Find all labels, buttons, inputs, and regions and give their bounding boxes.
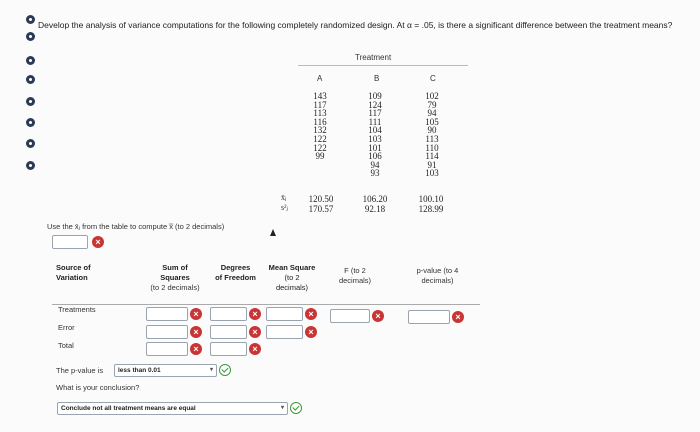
cell-value: 122 — [313, 142, 327, 153]
cell-value: 99 — [315, 151, 325, 162]
cell-value: 104 — [368, 125, 382, 136]
column-a-values — [305, 92, 335, 161]
cursor-icon — [270, 229, 276, 236]
var-row-label: s²ⱼ — [281, 203, 288, 212]
treatment-header: Treatment — [355, 53, 392, 62]
incorrect-icon: × — [249, 343, 261, 355]
incorrect-icon: × — [372, 310, 384, 322]
nav-bullet-5[interactable] — [26, 97, 35, 106]
f-input[interactable] — [330, 309, 370, 323]
correct-icon — [219, 364, 231, 376]
conclusion-select[interactable] — [57, 402, 288, 415]
row-label-error: Error — [58, 323, 75, 332]
p-header: p-value (to 4 decimals) — [416, 266, 459, 285]
cell-value: 103 — [368, 133, 382, 144]
cell-value: 116 — [313, 116, 327, 127]
column-b-values — [360, 92, 390, 178]
column-header-b: B — [374, 74, 380, 83]
cell-value: 113 — [313, 108, 327, 119]
cell-value: 114 — [425, 151, 439, 162]
column-header-c: C — [430, 74, 436, 83]
column-c-values — [417, 92, 447, 178]
conclusion-select-value: Conclude not all treatment means are equal — [61, 405, 196, 412]
ms-header: Mean Square (to 2 decimals) — [268, 263, 316, 292]
grand-mean-input[interactable] — [52, 235, 88, 249]
incorrect-icon: × — [249, 308, 261, 320]
nav-bullet-1[interactable] — [26, 15, 35, 24]
ss-total-input[interactable] — [146, 342, 188, 356]
cell-value: 105 — [425, 116, 439, 127]
var-b: 92.18 — [364, 204, 386, 214]
df-total-input[interactable] — [210, 342, 247, 356]
cell-value: 111 — [368, 116, 382, 127]
incorrect-icon: × — [452, 311, 464, 323]
nav-bullet-8[interactable] — [26, 161, 35, 170]
cell-value: 122 — [313, 133, 327, 144]
cell-value: 94 — [427, 108, 437, 119]
chevron-down-icon: ▾ — [209, 367, 213, 373]
p-value-input[interactable] — [408, 310, 450, 324]
mean-c: 100.10 — [418, 194, 444, 204]
conclusion-prompt: What is your conclusion? — [56, 383, 140, 392]
df-header: Degrees of Freedom — [215, 263, 256, 282]
table-divider — [52, 304, 480, 305]
mean-b: 106.20 — [362, 194, 388, 204]
source-header: Source of Variation — [56, 263, 91, 282]
cell-value: 101 — [368, 142, 382, 153]
column-header-a: A — [317, 74, 323, 83]
cell-value: 94 — [370, 159, 380, 170]
ms-treatments-input[interactable] — [266, 307, 303, 321]
cell-value: 102 — [425, 91, 439, 101]
ss-treatments-input[interactable] — [146, 307, 188, 321]
compute-prompt: Use the x̄ⱼ from the table to compute x̿ (to 2 decimals) — [47, 222, 225, 231]
row-label-treatments: Treatments — [58, 305, 96, 314]
incorrect-icon: × — [305, 326, 317, 338]
incorrect-icon: × — [190, 343, 202, 355]
cell-value: 109 — [368, 91, 382, 101]
df-error-input[interactable] — [210, 325, 247, 339]
cell-value: 124 — [368, 99, 382, 110]
ss-error-input[interactable] — [146, 325, 188, 339]
incorrect-icon: × — [190, 326, 202, 338]
cell-value: 91 — [427, 159, 437, 170]
incorrect-icon: × — [190, 308, 202, 320]
cell-value: 103 — [425, 168, 439, 179]
nav-bullet-2[interactable] — [26, 32, 35, 41]
nav-bullet-7[interactable] — [26, 139, 35, 148]
cell-value: 110 — [425, 142, 439, 153]
mean-row-label: x̄ⱼ — [281, 193, 287, 202]
cell-value: 90 — [427, 125, 437, 136]
cell-value: 93 — [370, 168, 380, 179]
nav-bullet-6[interactable] — [26, 118, 35, 127]
cell-value: 79 — [427, 99, 437, 110]
incorrect-icon: × — [305, 308, 317, 320]
cell-value: 117 — [313, 99, 327, 110]
correct-icon — [290, 402, 302, 414]
df-treatments-input[interactable] — [210, 307, 247, 321]
nav-bullet-4[interactable] — [26, 75, 35, 84]
mean-a: 120.50 — [308, 194, 334, 204]
incorrect-icon: × — [92, 236, 104, 248]
pvalue-prefix: The p-value is — [56, 366, 104, 375]
pvalue-select[interactable] — [114, 364, 217, 377]
cell-value: 113 — [425, 133, 439, 144]
incorrect-icon: × — [249, 326, 261, 338]
chevron-down-icon: ▾ — [280, 405, 284, 411]
ms-error-input[interactable] — [266, 325, 303, 339]
row-label-total: Total — [58, 341, 74, 350]
var-c: 128.99 — [418, 204, 444, 214]
ss-header: Sum of Squares (to 2 decimals) — [150, 263, 200, 292]
cell-value: 117 — [368, 108, 382, 119]
treatment-underline — [298, 65, 468, 66]
var-a: 170.57 — [308, 204, 334, 214]
pvalue-select-value: less than 0.01 — [118, 367, 161, 374]
cell-value: 132 — [313, 125, 327, 136]
nav-bullet-3[interactable] — [26, 56, 35, 65]
cell-value: 106 — [368, 151, 382, 162]
f-header: F (to 2 decimals) — [338, 266, 372, 285]
cell-value: 143 — [313, 91, 327, 101]
question-text: Develop the analysis of variance computations for the following completely randomized design. At α = .05, is there a significant difference between the treatment means? — [38, 20, 673, 30]
